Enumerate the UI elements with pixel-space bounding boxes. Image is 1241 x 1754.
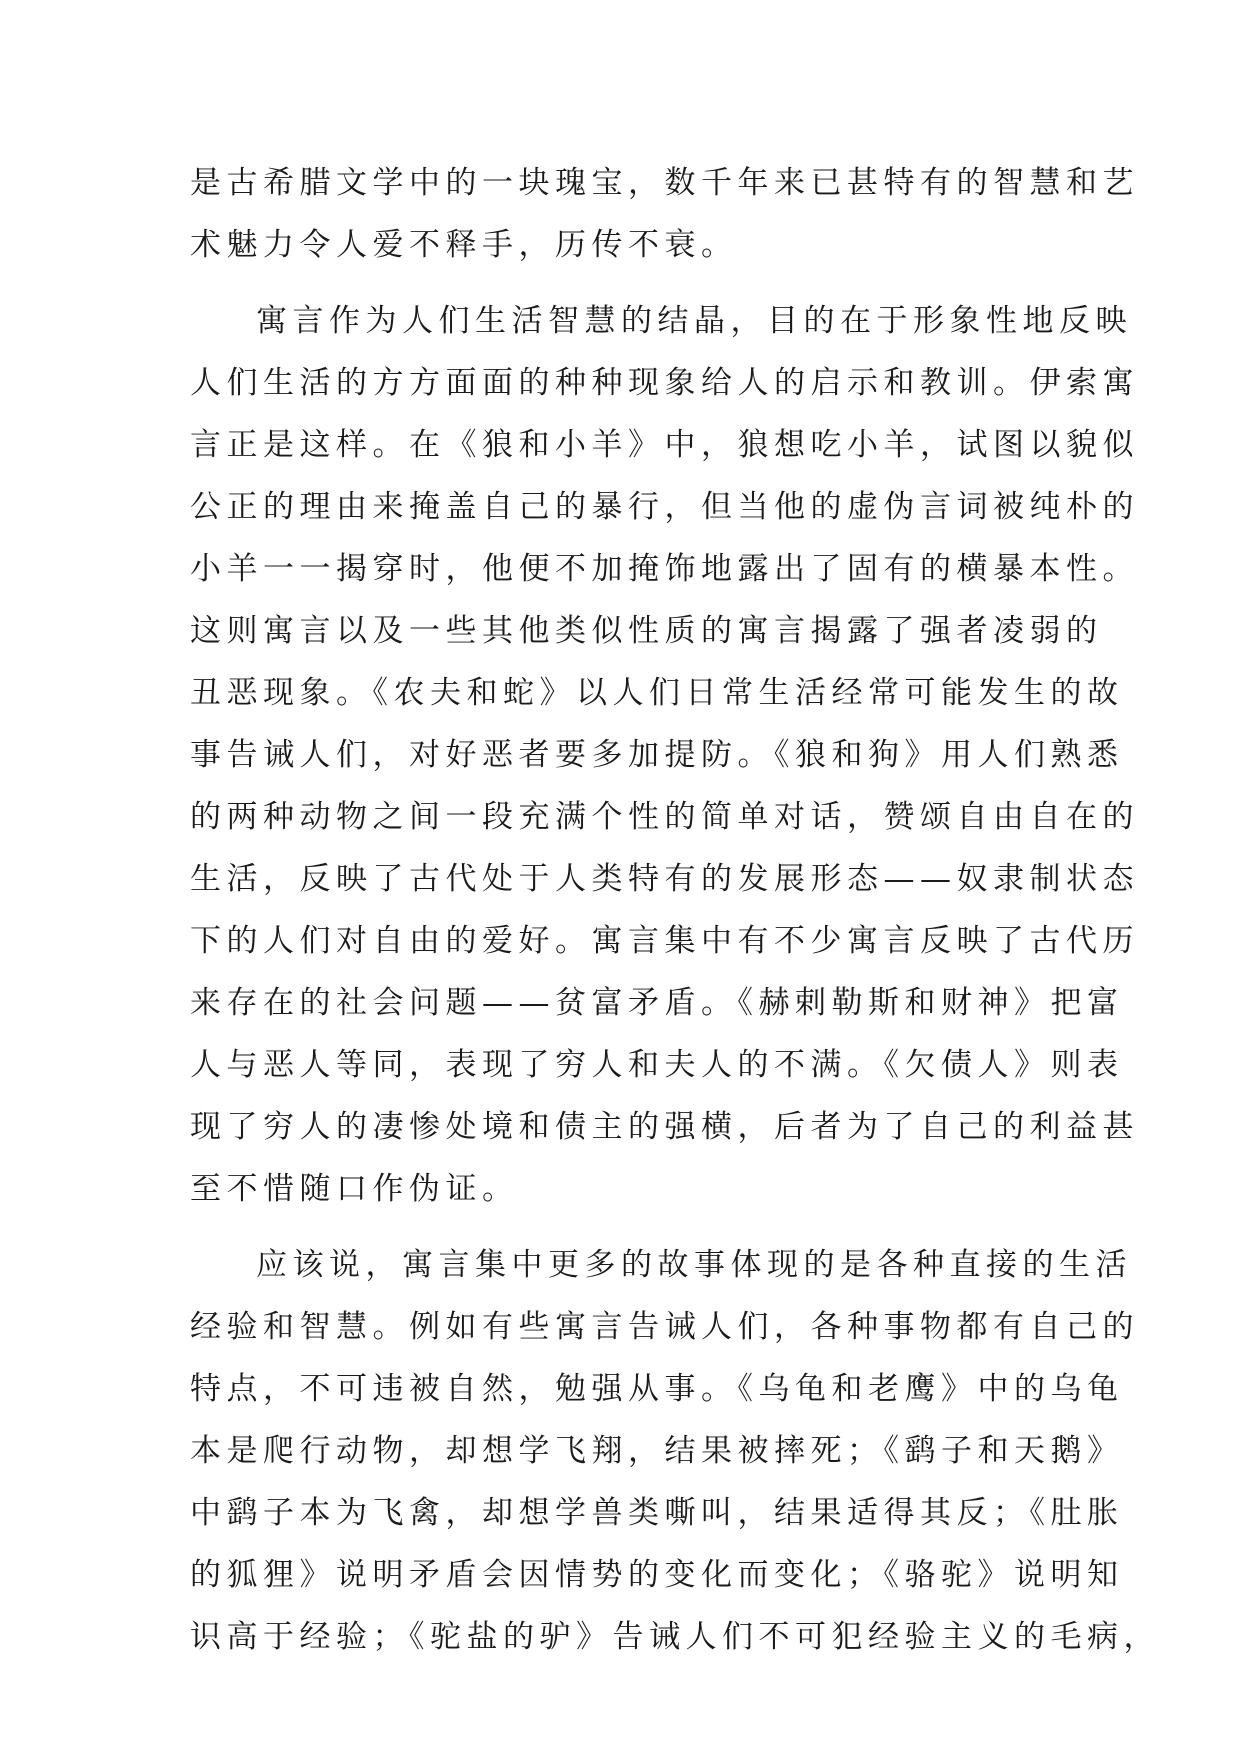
- text-line: 特点，不可违被自然，勉强从事。《乌龟和老鹰》中的乌龟: [190, 1371, 1124, 1407]
- text-line: 的狐狸》说明矛盾会因情势的变化而变化；《骆驼》说明知: [190, 1557, 1124, 1593]
- text-line: 丑恶现象。《农夫和蛇》以人们日常生活经常可能发生的故: [190, 675, 1124, 711]
- text-line: 人与恶人等同，表现了穷人和夫人的不满。《欠债人》则表: [190, 1047, 1124, 1083]
- text-line: 经验和智慧。例如有些寓言告诫人们，各种事物都有自己的: [190, 1309, 1139, 1345]
- text-line: 本是爬行动物，却想学飞翔，结果被摔死；《鹞子和天鹅》: [190, 1433, 1124, 1469]
- text-line: 言正是这样。在《狼和小羊》中，狼想吃小羊，试图以貌似: [190, 427, 1139, 463]
- text-line: 生活，反映了古代处于人类特有的发展形态——奴隶制状态: [190, 861, 1139, 897]
- text-line: 术魅力令人爱不释手，历传不衰。: [190, 227, 738, 263]
- body-text: [190, 152, 1160, 1668]
- paragraph-gap: [190, 276, 1070, 290]
- text-line: 中鹞子本为飞禽，却想学兽类嘶叫，结果适得其反；《肚胀: [190, 1495, 1124, 1531]
- text-line: 事告诫人们，对好恶者要多加提防。《狼和狗》用人们熟悉: [190, 737, 1124, 773]
- text-line: 来存在的社会问题——贫富矛盾。《赫剌勒斯和财神》把富: [190, 985, 1124, 1021]
- text-line: 公正的理由来掩盖自己的暴行，但当他的虚伪言词被纯朴的: [190, 489, 1139, 525]
- text-line: 人们生活的方方面面的种种现象给人的启示和教训。伊索寓: [190, 365, 1139, 401]
- text-line: 现了穷人的凄惨处境和债主的强横，后者为了自己的利益甚: [190, 1109, 1139, 1145]
- text-line: 下的人们对自由的爱好。寓言集中有不少寓言反映了古代历: [190, 923, 1139, 959]
- text-line: 这则寓言以及一些其他类似性质的寓言揭露了强者凌弱的: [190, 613, 1103, 649]
- paragraph-gap: [190, 1220, 1070, 1234]
- text-line: 寓言作为人们生活智慧的结晶，目的在于形象性地反映: [256, 303, 1132, 339]
- text-line: 的两种动物之间一段充满个性的简单对话，赞颂自由自在的: [190, 799, 1139, 835]
- text-line: 识高于经验；《驼盐的驴》告诫人们不可犯经验主义的毛病，: [190, 1619, 1160, 1655]
- text-line: 至不惜随口作伪证。: [190, 1171, 519, 1207]
- text-line: 应该说，寓言集中更多的故事体现的是各种直接的生活: [256, 1247, 1132, 1283]
- text-line: 小羊一一揭穿时，他便不加掩饰地露出了固有的横暴本性。: [190, 551, 1139, 587]
- text-line: 是古希腊文学中的一块瑰宝，数千年来已甚特有的智慧和艺: [190, 165, 1139, 201]
